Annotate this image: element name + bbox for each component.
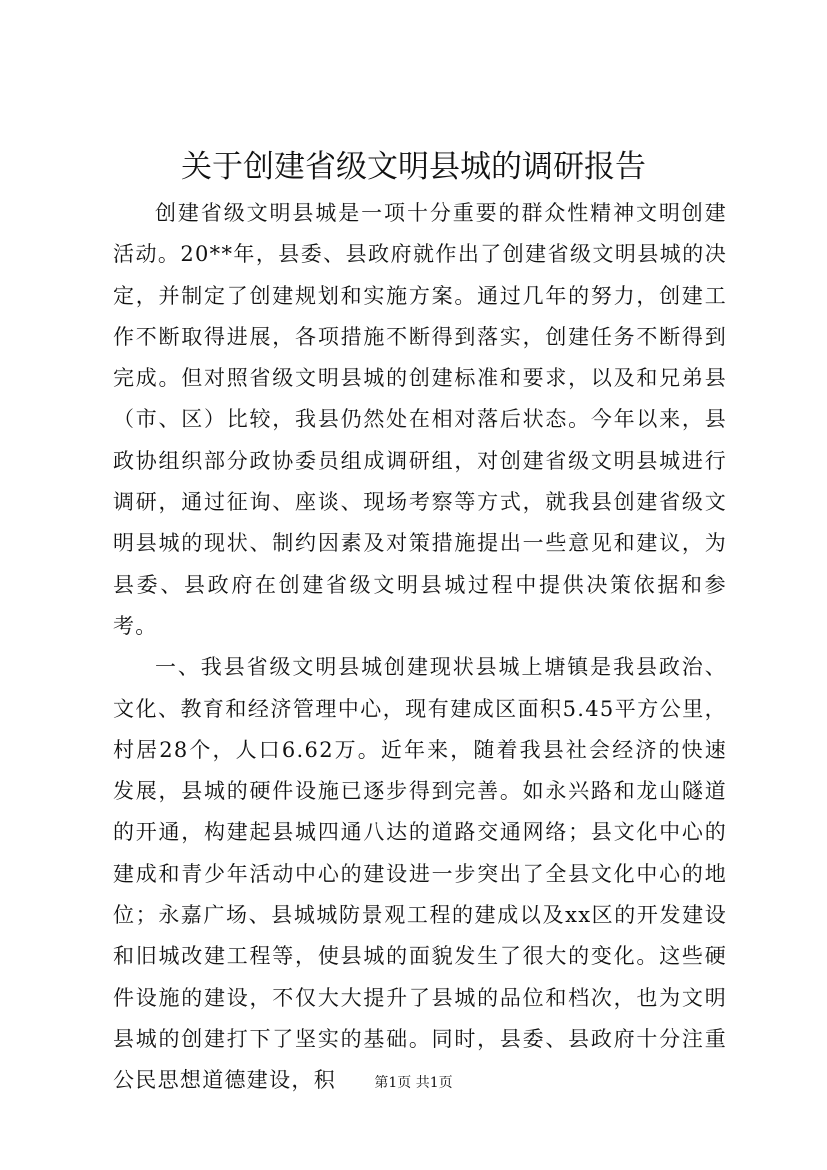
paragraph-intro: 创建省级文明县城是一项十分重要的群众性精神文明创建活动。20**年，县委、县政府就作出了创建省级文明县城的决定，并制定了创建规划和实施方案。通过几年的努力，创建工作不断取得进展，各项措施不断得到落实，创建任务不断得到完成。但对照省级文明县城的创建标准和要求，以及和兄弟县（市、区）比较，我县仍然处在相对落后状态。今年以来，县政协组织部分政协委员组成调研组，对创建省级文明县城进行调研，通过征询、座谈、现场考察等方式，就我县创建省级文明县城的现状、制约因素及对策措施提出一些意见和建议，为县委、县政府在创建省级文明县城过程中提供决策依据和参考。 — [113, 201, 727, 638]
page-footer: 第1页 共1页 — [374, 1075, 453, 1091]
document-body — [113, 193, 727, 1102]
paragraph-section-1: 一、我县省级文明县城创建现状县城上塘镇是我县政治、文化、教育和经济管理中心，现有建成区面积5.45平方公里，村居28个，人口6.62万。近年来，随着我县社会经济的快速发展，县城的硬件设施已逐步得到完善。如永兴路和龙山隧道的开通，构建起县城四通八达的道路交通网络；县文化中心的建成和青少年活动中心的建设进一步突出了全县文化中心的地位；永嘉广场、县城城防景观工程的建成以及xx区的开发建设和旧城改建工程等，使县城的面貌发生了很大的变化。这些硬件设施的建设，不仅大大提升了县城的品位和档次，也为文明县城的创建打下了坚实的基础。同时，县委、县政府十分注重公民思想道德建设，积 — [113, 655, 727, 1093]
document-title: 关于创建省级文明县城的调研报告 — [181, 149, 646, 185]
